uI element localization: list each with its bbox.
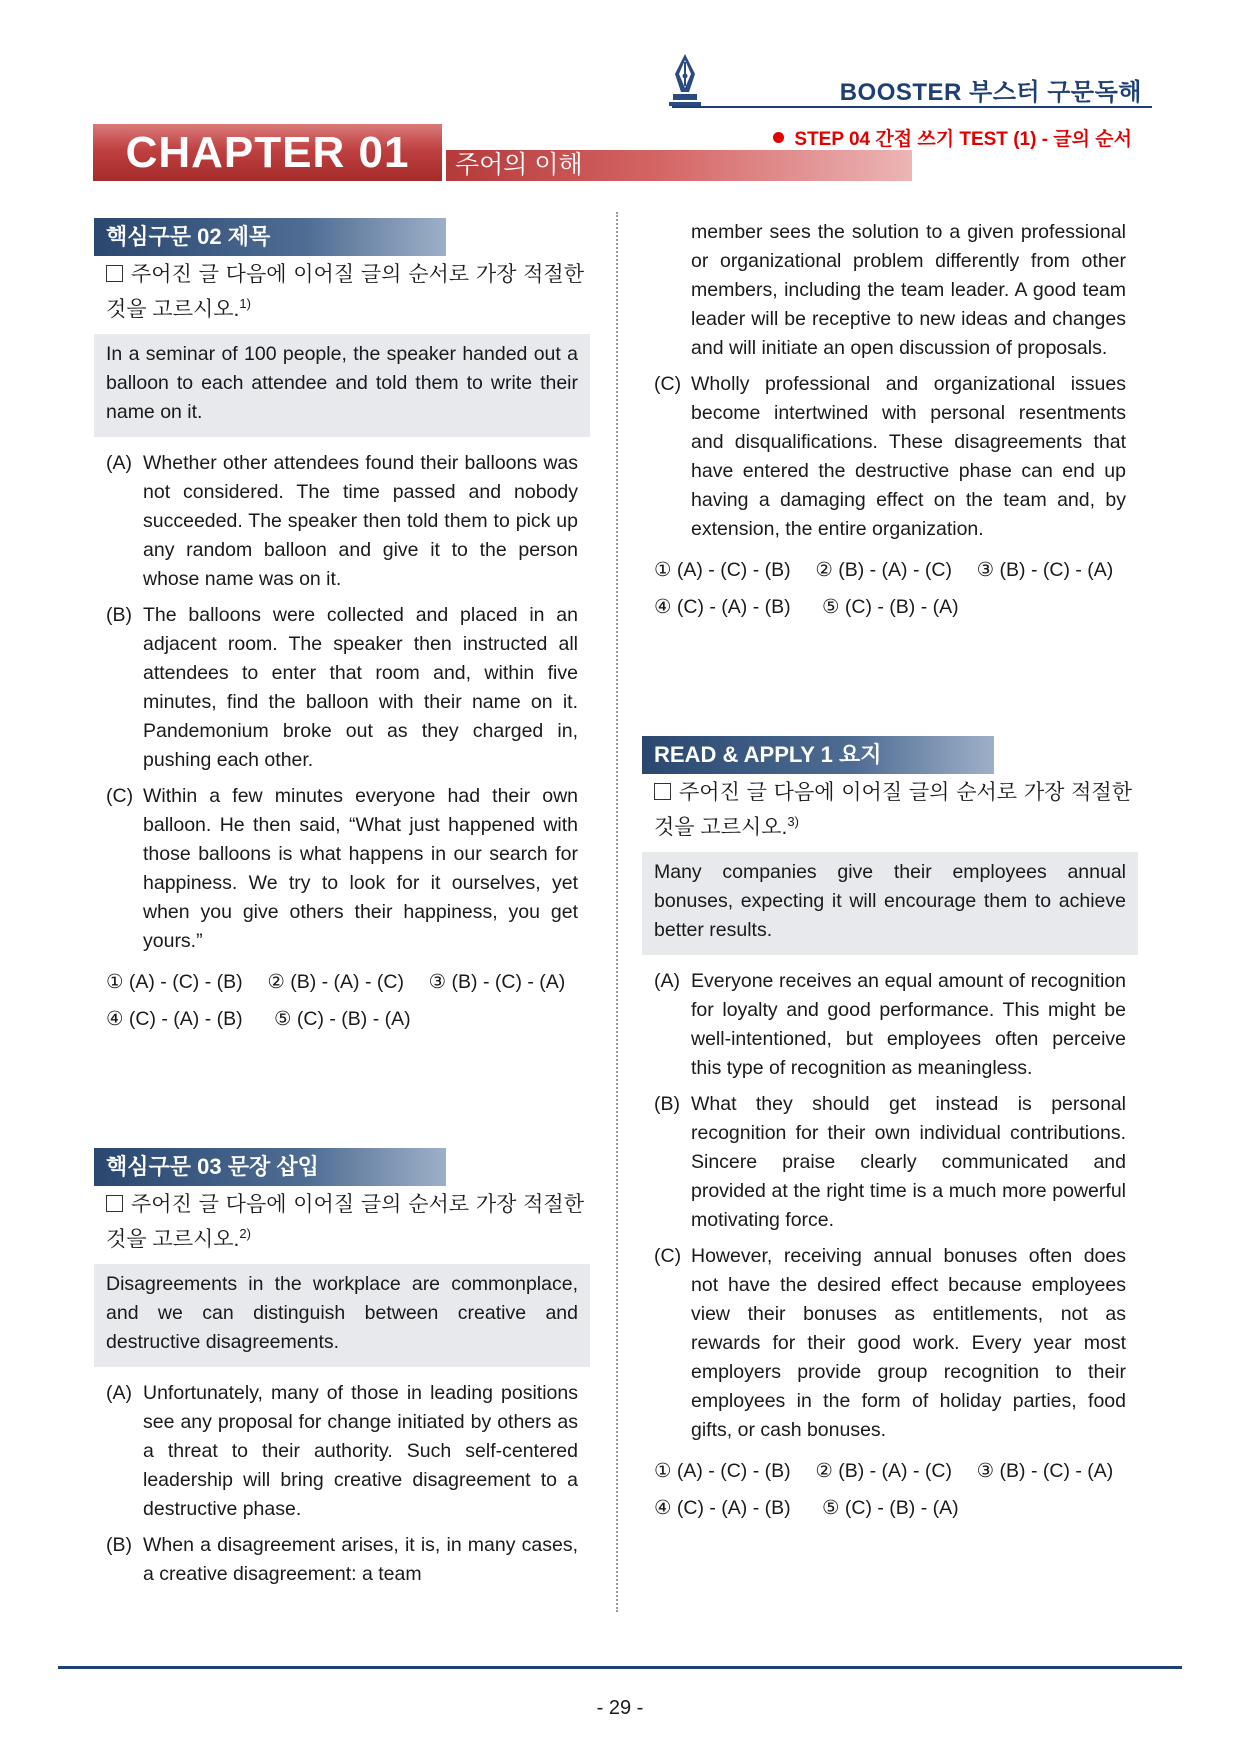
answer-choice[interactable]: ① (A) - (C) - (B) <box>654 1460 791 1482</box>
brand-title: BOOSTER 부스터 구문독해 <box>839 79 1142 106</box>
passage-paragraph <box>106 1379 590 1524</box>
question-text: 주어진 글 다음에 이어질 글의 순서로 가장 적절한 것을 고르시오. <box>106 263 584 321</box>
answer-choice[interactable]: ③ (B) - (C) - (A) <box>976 1460 1114 1482</box>
paragraph-text: However, receiving annual bonuses often does not have the desired effect because employees view their bonuses as entitlements, not as rewards for their good work. Every year most employers provide group recognition to their employees in the form of holiday parties, food gifts, or cash bonuses. <box>691 1245 1126 1441</box>
step-heading <box>700 124 1132 151</box>
checkbox-icon <box>106 1195 123 1212</box>
question <box>106 1190 584 1254</box>
left-column <box>94 218 590 1596</box>
paragraph-label: (B) <box>106 1534 132 1556</box>
passage-paragraph <box>106 782 590 956</box>
paragraph-label: (B) <box>106 604 132 626</box>
answer-choices <box>106 964 590 1038</box>
step-label: STEP 04 간접 쓰기 TEST (1) - 글의 순서 <box>794 129 1132 150</box>
answer-choice[interactable]: ④ (C) - (A) - (B) <box>654 596 791 618</box>
passage-paragraph <box>654 1090 1138 1235</box>
footer-rule <box>58 1666 1182 1669</box>
answer-choice[interactable]: ⑤ (C) - (B) - (A) <box>822 596 959 618</box>
paragraph-text: The balloons were collected and placed in an adjacent room. The speaker then instructed all attendees to enter that room and, within five minutes, find the balloon with their name on it. Pandemonium broke out as they charged in, pushing each other. <box>143 604 578 771</box>
passage-paragraph <box>654 218 1138 363</box>
footnote-marker: 2) <box>239 1226 251 1241</box>
paragraph-label: (A) <box>106 452 132 474</box>
passage-paragraph <box>654 1242 1138 1445</box>
paragraph-label: (A) <box>654 970 680 992</box>
paragraph-text: What they should get instead is personal recognition for their own individual contributions. Sincere praise clearly communicated and provided at the right time is a much more powerful motivating force. <box>691 1093 1126 1231</box>
checkbox-icon <box>106 265 123 282</box>
paragraph-text: Whether other attendees found their balloons was not considered. The time passed and nobody succeeded. The speaker then told them to pick up any random balloon and give it to the person whose name was on it. <box>143 452 578 590</box>
chapter-subtitle: 주어의 이해 <box>455 151 583 179</box>
passage-paragraph <box>106 449 590 594</box>
answer-choice[interactable]: ① (A) - (C) - (B) <box>654 559 791 581</box>
paragraph-text: Unfortunately, many of those in leading positions see any proposal for change initiated by others as a threat to their authority. Such self-centered leadership will bring creative disagreement to a destructive phase. <box>143 1382 578 1520</box>
paragraph-label: (C) <box>654 373 682 395</box>
bullet-dot-icon <box>773 132 784 143</box>
intro-passage: Many companies give their employees annual bonuses, expecting it will encourage them to achieve better results. <box>642 852 1138 955</box>
passage-paragraph <box>654 967 1138 1083</box>
right-column <box>642 218 1138 1527</box>
section-heading: 핵심구문 02 제목 <box>94 218 446 256</box>
question <box>106 260 584 324</box>
passage-paragraph <box>106 1531 590 1589</box>
passage-paragraph <box>106 601 590 775</box>
section-heading: 핵심구문 03 문장 삽입 <box>94 1148 446 1186</box>
answer-choice[interactable]: ③ (B) - (C) - (A) <box>428 971 566 993</box>
intro-passage: In a seminar of 100 people, the speaker handed out a balloon to each attendee and told them to write their name on it. <box>94 334 590 437</box>
question-text: 주어진 글 다음에 이어질 글의 순서로 가장 적절한 것을 고르시오. <box>106 1193 584 1251</box>
answer-choice[interactable]: ④ (C) - (A) - (B) <box>654 1497 791 1519</box>
answer-choice[interactable]: ② (B) - (A) - (C) <box>815 559 952 581</box>
footnote-marker: 1) <box>239 296 251 311</box>
paragraph-text: When a disagreement arises, it is, in many cases, a creative disagreement: a team <box>143 1534 578 1585</box>
paragraph-label: (C) <box>654 1245 682 1267</box>
paragraph-text: Wholly professional and organizational issues become intertwined with personal resentments and disqualifications. These disagreements that have entered the destructive phase can end up having a damaging effect on the team and, by extension, the entire organization. <box>691 373 1126 540</box>
paragraph-label: (C) <box>106 785 134 807</box>
question-text: 주어진 글 다음에 이어질 글의 순서로 가장 적절한 것을 고르시오. <box>654 781 1132 839</box>
section-heading: READ & APPLY 1 요지 <box>642 736 994 774</box>
chapter-title: CHAPTER 01 <box>125 128 410 177</box>
answer-choices <box>654 552 1138 626</box>
paragraph-label: (B) <box>654 1093 680 1115</box>
answer-choice[interactable]: ⑤ (C) - (B) - (A) <box>822 1497 959 1519</box>
column-divider <box>616 212 618 1612</box>
answer-choice[interactable]: ③ (B) - (C) - (A) <box>976 559 1114 581</box>
answer-choices <box>654 1453 1138 1527</box>
answer-choice[interactable]: ② (B) - (A) - (C) <box>267 971 404 993</box>
header-rule <box>672 106 1152 108</box>
question <box>654 778 1132 842</box>
pen-nib-logo-icon <box>665 52 705 108</box>
answer-choice[interactable]: ① (A) - (C) - (B) <box>106 971 243 993</box>
page-number: - 29 - <box>596 1697 644 1719</box>
passage-paragraph <box>654 370 1138 544</box>
paragraph-text: Everyone receives an equal amount of recognition for loyalty and good performance. This might be well-intentioned, but employees often perceive this type of recognition as meaningless. <box>691 970 1126 1079</box>
answer-choice[interactable]: ⑤ (C) - (B) - (A) <box>274 1008 411 1030</box>
checkbox-icon <box>654 783 671 800</box>
intro-passage: Disagreements in the workplace are commonplace, and we can distinguish between creative and destructive disagreements. <box>94 1264 590 1367</box>
paragraph-label: (A) <box>106 1382 132 1404</box>
footnote-marker: 3) <box>787 814 799 829</box>
answer-choice[interactable]: ④ (C) - (A) - (B) <box>106 1008 243 1030</box>
paragraph-text: Within a few minutes everyone had their own balloon. He then said, “What just happened with those balloons is what happens in our search for happiness. We try to look for it ourselves, yet when you give others their happiness, you get yours.” <box>143 785 578 952</box>
answer-choice[interactable]: ② (B) - (A) - (C) <box>815 1460 952 1482</box>
paragraph-text: member sees the solution to a given professional or organizational problem differently from other members, including the team leader. A good team leader will be receptive to new ideas and changes and will initiate an open discussion of proposals. <box>691 221 1126 359</box>
